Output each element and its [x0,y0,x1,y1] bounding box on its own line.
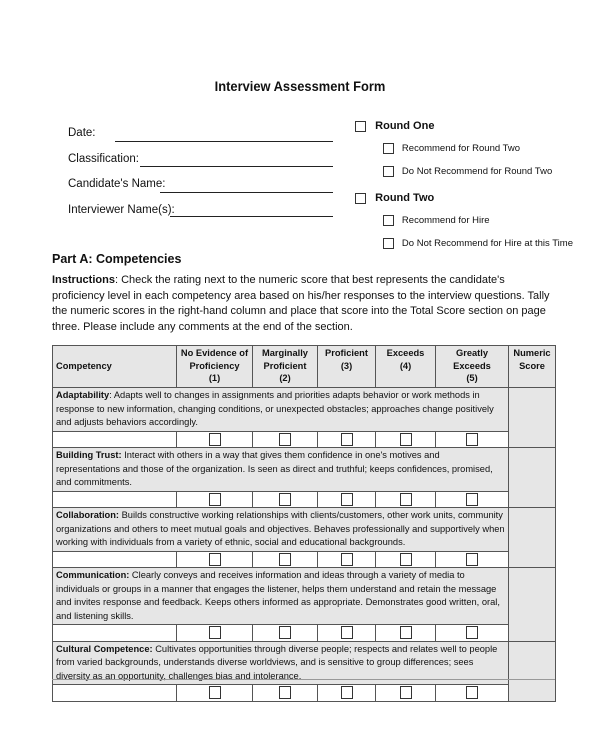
rating-4-checkbox[interactable] [400,433,412,446]
competency-text: Cultivates opportunities through diverse people; respects and relates well to people from varied backgrounds, understands diverse worldviews, and is sensitive to group differences; sees diversity as an opportunity, challenges bias and intolerance. [56,643,498,681]
rating-1-checkbox[interactable] [209,626,221,639]
classification-label: Classification: [68,153,139,165]
rating-row [53,685,556,702]
competency-name: Building Trust: [56,450,122,460]
competency-name: Collaboration: [56,510,120,520]
not-recommend-hire-checkbox[interactable] [383,238,394,249]
column-header [509,346,556,388]
column-header-label: Exceeds [386,348,425,358]
column-header-score: (4) [399,360,412,371]
rating-cell [376,625,436,642]
competency-text: Builds constructive working relationships with clients/customers, other work units, community organizations and others to meet mutual goals and objectives. Behaves professionally and supportively when working with individuals from a variety of ethnic, social and educational backgrounds. [56,510,505,547]
round-two-label: Round Two [375,192,435,204]
competency-description [53,568,509,625]
numeric-score-cell[interactable] [509,448,556,508]
rating-2-checkbox[interactable] [279,686,291,699]
rating-2-checkbox[interactable] [279,626,291,639]
competency-text: Clearly conveys and receives information and ideas through a variety of media to individuals or groups in a manner that engages the listener, helps them understand and retain the message and invites response and feedback. Keeps others informed as appropriate. Demonstrates good written, oral, and listening skills. [56,570,500,621]
rating-row [53,551,556,568]
column-header-label: Marginally Proficient [262,348,308,371]
rating-4-checkbox[interactable] [400,626,412,639]
instructions-label: Instructions [52,274,115,286]
date-field[interactable] [115,141,333,142]
column-header-score: (5) [466,373,478,383]
rating-cell [318,491,376,508]
candidate-name-field[interactable] [160,192,333,193]
rating-2-checkbox[interactable] [279,553,291,566]
rating-4-checkbox[interactable] [400,686,412,699]
rating-1-checkbox[interactable] [209,433,221,446]
column-header [53,346,177,388]
rating-cell [177,431,253,448]
round-two-checkbox[interactable] [355,193,366,204]
rating-2-checkbox[interactable] [279,493,291,506]
rating-row [53,491,556,508]
column-header [376,346,436,388]
numeric-score-cell[interactable] [509,508,556,568]
competency-table [52,345,556,702]
rating-3-checkbox[interactable] [341,626,353,639]
blank-cell [53,431,177,448]
rating-cell [318,625,376,642]
competency-name: Adaptability [56,390,110,400]
competency-description [53,508,509,552]
round-one-label: Round One [375,120,435,132]
instructions [52,273,552,335]
recommend-hire-label: Recommend for Hire [401,215,490,227]
table-continuation [52,679,555,684]
column-header-score: (2) [279,373,291,383]
blank-cell [53,625,177,642]
numeric-score-cell[interactable] [509,641,556,701]
rating-cell [253,625,318,642]
competency-row [53,388,556,432]
not-recommend-hire-label: Do Not Recommend for Hire at this Time [401,238,573,250]
form-title: Interview Assessment Form [214,78,386,94]
rating-cell [177,625,253,642]
competency-row [53,641,556,685]
competency-text: : Adapts well to changes in assignments and priorities adapts behavior or work methods in response to new information, changing conditions, or unexpected obstacles; approaches change positively and adjusts behaviors accordingly. [56,390,494,427]
column-header-label: Competency [56,361,112,372]
blank-cell [53,491,177,508]
column-header [177,346,253,388]
rating-3-checkbox[interactable] [341,686,353,699]
instructions-text: : Check the rating next to the numeric score that best represents the candidate's proficiency level in each competency area based on his/her responses to the interview questions. Tally the numeric scores in the right-hand column and place that score into the Total Score section on page three. Please include any comments at the end of the section. [52,274,550,333]
rating-5-checkbox[interactable] [466,553,478,566]
date-label: Date: [68,127,96,139]
rating-3-checkbox[interactable] [341,493,353,506]
rating-cell [177,685,253,702]
column-header [318,346,376,388]
rating-1-checkbox[interactable] [209,686,221,699]
rating-5-checkbox[interactable] [466,433,478,446]
rating-cell [376,491,436,508]
column-header [436,346,509,388]
column-header-score: (1) [208,373,221,383]
rating-cell [177,551,253,568]
rating-cell [318,551,376,568]
rating-row [53,625,556,642]
rating-cell [253,685,318,702]
recommend-round-two-checkbox[interactable] [383,143,394,154]
rating-cell [436,551,509,568]
candidate-name-label: Candidate's Name: [68,178,166,190]
rating-row [53,431,556,448]
rating-cell [253,431,318,448]
part-a-heading: Part A: Competencies [52,252,182,266]
numeric-score-cell[interactable] [509,388,556,448]
rating-cell [436,625,509,642]
rating-5-checkbox[interactable] [466,493,478,506]
interviewer-name-label: Interviewer Name(s): [68,204,175,216]
competency-text: Interact with others in a way that gives them confidence in one's motives and representations and those of the organization. Is seen as direct and truthful; keeps confidences, promised, and commitments. [56,450,493,487]
recommend-hire-checkbox[interactable] [383,215,394,226]
competency-name: Cultural Competence: [56,643,153,654]
not-recommend-round-two-checkbox[interactable] [383,166,394,177]
rating-cell [436,431,509,448]
rating-3-checkbox[interactable] [341,433,353,446]
rating-cell [253,491,318,508]
blank-cell [53,685,177,702]
rating-cell [318,431,376,448]
column-header-score: (3) [340,360,353,371]
rating-cell [318,685,376,702]
competency-description [53,388,509,432]
competency-description [53,641,509,685]
rating-5-checkbox[interactable] [466,626,478,639]
competency-row [53,448,556,492]
competency-row [53,568,556,625]
rating-cell [376,551,436,568]
not-recommend-round-two-label: Do Not Recommend for Round Two [401,166,553,178]
rating-cell [376,685,436,702]
classification-field[interactable] [140,166,333,167]
blank-cell [53,551,177,568]
rating-cell [436,685,509,702]
rating-2-checkbox[interactable] [279,433,291,446]
rating-1-checkbox[interactable] [209,493,221,506]
interviewer-name-field[interactable] [170,216,333,217]
recommend-round-two-label: Recommend for Round Two [401,143,521,155]
rating-cell [376,431,436,448]
competency-row [53,508,556,552]
column-header-label: No Evidence of Proficiency [180,348,249,371]
rating-4-checkbox[interactable] [400,493,412,506]
rating-5-checkbox[interactable] [466,686,478,699]
column-header-label: Numeric Score [513,348,551,371]
rating-cell [253,551,318,568]
rating-4-checkbox[interactable] [400,553,412,566]
rating-cell [436,491,509,508]
competency-description [53,448,509,492]
column-header-label: Proficient [325,348,368,358]
column-header [253,346,318,388]
rating-1-checkbox[interactable] [209,553,221,566]
rating-cell [177,491,253,508]
column-header-label: Greatly Exceeds [453,348,491,371]
numeric-score-cell[interactable] [509,568,556,642]
competency-name: Communication: [56,570,130,580]
round-one-checkbox[interactable] [355,121,366,132]
rating-3-checkbox[interactable] [341,553,353,566]
